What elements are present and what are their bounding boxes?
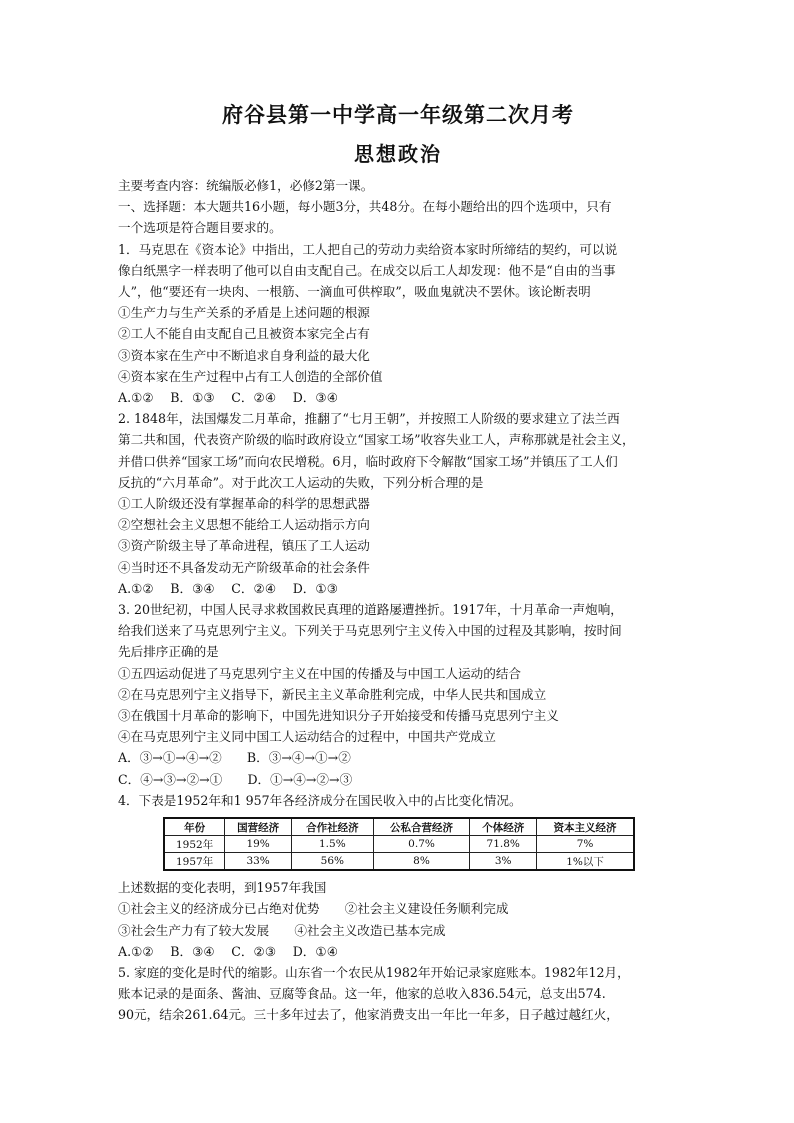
question-text-line: 给我们送来了马克思列宁主义。下列关于马克思列宁主义传入中国的过程及其影响，按时间 xyxy=(118,623,622,639)
question-text-line: 2. 1848年，法国爆发二月革命，推翻了“七月王朝”，并按照工人阶级的要求建立了法兰西 xyxy=(118,411,620,427)
question-text-line: 人”，他“要还有一块肉、一根筋、一滴血可供榨取”，吸血鬼就决不罢休。该论断表明 xyxy=(118,284,591,300)
answer-options: A.①② B．①③ C．②④ D．③④ xyxy=(118,390,338,406)
exam-title: 府谷县第一中学高一年级第二次月考 xyxy=(222,102,574,127)
statement-item: ③在俄国十月革命的影响下，中国先进知识分子开始接受和传播马克思列宁主义 xyxy=(118,708,559,724)
question-2 xyxy=(118,408,678,599)
question-4 xyxy=(118,790,678,962)
question-3 xyxy=(118,599,678,790)
question-text-line: 反抗的“六月革命”。对于此次工人运动的失败，下列分析合理的是 xyxy=(118,474,484,490)
table-cell: 8% xyxy=(373,853,470,871)
table-header-cell: 合作社经济 xyxy=(292,818,374,836)
answer-options: C．④→③→②→① D．①→④→②→③ xyxy=(118,771,353,787)
table-cell: 0.7% xyxy=(373,836,470,853)
table-cell: 19% xyxy=(225,836,292,853)
question-text-line: 账本记录的是面条、酱油、豆腐等食品。这一年，他家的总收入836.54元，总支出574. xyxy=(118,986,606,1002)
statement-item: ②工人不能自由支配自己且被资本家完全占有 xyxy=(118,326,370,342)
statement-item: ③资本家在生产中不断追求自身利益的最大化 xyxy=(118,347,370,363)
table-cell: 33% xyxy=(225,853,292,871)
answer-options: A.①② B．③④ C．②③ D．①④ xyxy=(118,943,338,959)
table-row xyxy=(164,853,634,871)
exam-scope: 主要考查内容：统编版必修1，必修2第一课。 xyxy=(118,178,374,193)
question-1 xyxy=(118,239,678,409)
table-header-cell: 资本主义经济 xyxy=(537,818,634,836)
table-cell: 1952年 xyxy=(164,836,225,853)
table-cell: 1.5% xyxy=(292,836,374,853)
table-header-cell: 个体经济 xyxy=(470,818,537,836)
table-cell: 1%以下 xyxy=(537,853,634,871)
answer-options: A.①② B．③④ C．②④ D．①③ xyxy=(118,580,338,596)
table-header-cell: 年份 xyxy=(164,818,225,836)
statement-item: ①社会主义的经济成分已占绝对优势 ②社会主义建设任务顺利完成 xyxy=(118,901,509,917)
table-cell: 3% xyxy=(470,853,537,871)
table-header-cell: 公私合营经济 xyxy=(373,818,470,836)
statement-item: ①生产力与生产关系的矛盾是上述问题的根源 xyxy=(118,305,370,321)
question-text-line: 4．下表是1952年和1 957年各经济成分在国民收入中的占比变化情况。 xyxy=(118,792,522,808)
statement-item: ④资本家在生产过程中占有工人创造的全部价值 xyxy=(118,368,383,384)
statement-item: ②空想社会主义思想不能给工人运动指示方向 xyxy=(118,517,370,533)
table-header-cell: 国营经济 xyxy=(225,818,292,836)
statement-item: ④在马克思列宁主义同中国工人运动结合的过程中，中国共产党成立 xyxy=(118,729,496,745)
statement-item: ④当时还不具备发动无产阶级革命的社会条件 xyxy=(118,559,370,575)
statement-item: ②在马克思列宁主义指导下，新民主主义革命胜利完成，中华人民共和国成立 xyxy=(118,686,547,702)
question-text-line: 90元，结余261.64元。三十多年过去了，他家消费支出一年比一年多，日子越过越红火， xyxy=(118,1007,619,1023)
question-text-line: 3. 20世纪初，中国人民寻求救国救民真理的道路屡遭挫折。1917年，十月革命一声炮响， xyxy=(118,602,623,618)
answer-options: A．③→①→④→② B．③→④→①→② xyxy=(118,750,351,766)
economy-share-table xyxy=(163,817,635,871)
statement-item: ①五四运动促进了马克思列宁主义在中国的传播及与中国工人运动的结合 xyxy=(118,665,521,681)
section-instruction-line1: 一、选择题：本大题共16小题，每小题3分，共48分。在每小题给出的四个选项中，只有 xyxy=(118,199,612,215)
question-text-line: 像白纸黑字一样表明了他可以自由支配自己。在成交以后工人却发现：他不是“自由的当事 xyxy=(118,262,616,278)
exam-page xyxy=(118,100,678,1026)
question-text-line: 上述数据的变化表明，到1957年我国 xyxy=(118,880,327,896)
question-text-line: 1．马克思在《资本论》中指出，工人把自己的劳动力卖给资本家时所缔结的契约，可以说 xyxy=(118,241,618,257)
question-text-line: 第二共和国，代表资产阶级的临时政府设立“国家工场”收容失业工人，声称那就是社会主义， xyxy=(118,432,635,448)
statement-item: ③资产阶级主导了革命进程，镇压了工人运动 xyxy=(118,538,370,554)
statement-item: ①工人阶级还没有掌握革命的科学的思想武器 xyxy=(118,496,370,512)
table-header-row xyxy=(164,818,634,836)
table-cell: 7% xyxy=(537,836,634,853)
exam-subject: 思想政治 xyxy=(354,142,442,166)
table-cell: 56% xyxy=(292,853,374,871)
question-text-line: 先后排序正确的是 xyxy=(118,644,219,660)
question-5 xyxy=(118,962,678,1026)
table-row xyxy=(164,836,634,853)
question-text-line: 并借口供养“国家工场”而向农民增税。6月，临时政府下令解散“国家工场”并镇压了工人们 xyxy=(118,453,618,469)
table-cell: 1957年 xyxy=(164,853,225,871)
question-text-line: 5. 家庭的变化是时代的缩影。山东省一个农民从1982年开始记录家庭账本。1982年12月， xyxy=(118,964,630,980)
section-instruction-line2: 一个选项是符合题目要求的。 xyxy=(118,220,282,236)
statement-item: ③社会生产力有了较大发展 ④社会主义改造已基本完成 xyxy=(118,922,446,938)
table-cell: 71.8% xyxy=(470,836,537,853)
